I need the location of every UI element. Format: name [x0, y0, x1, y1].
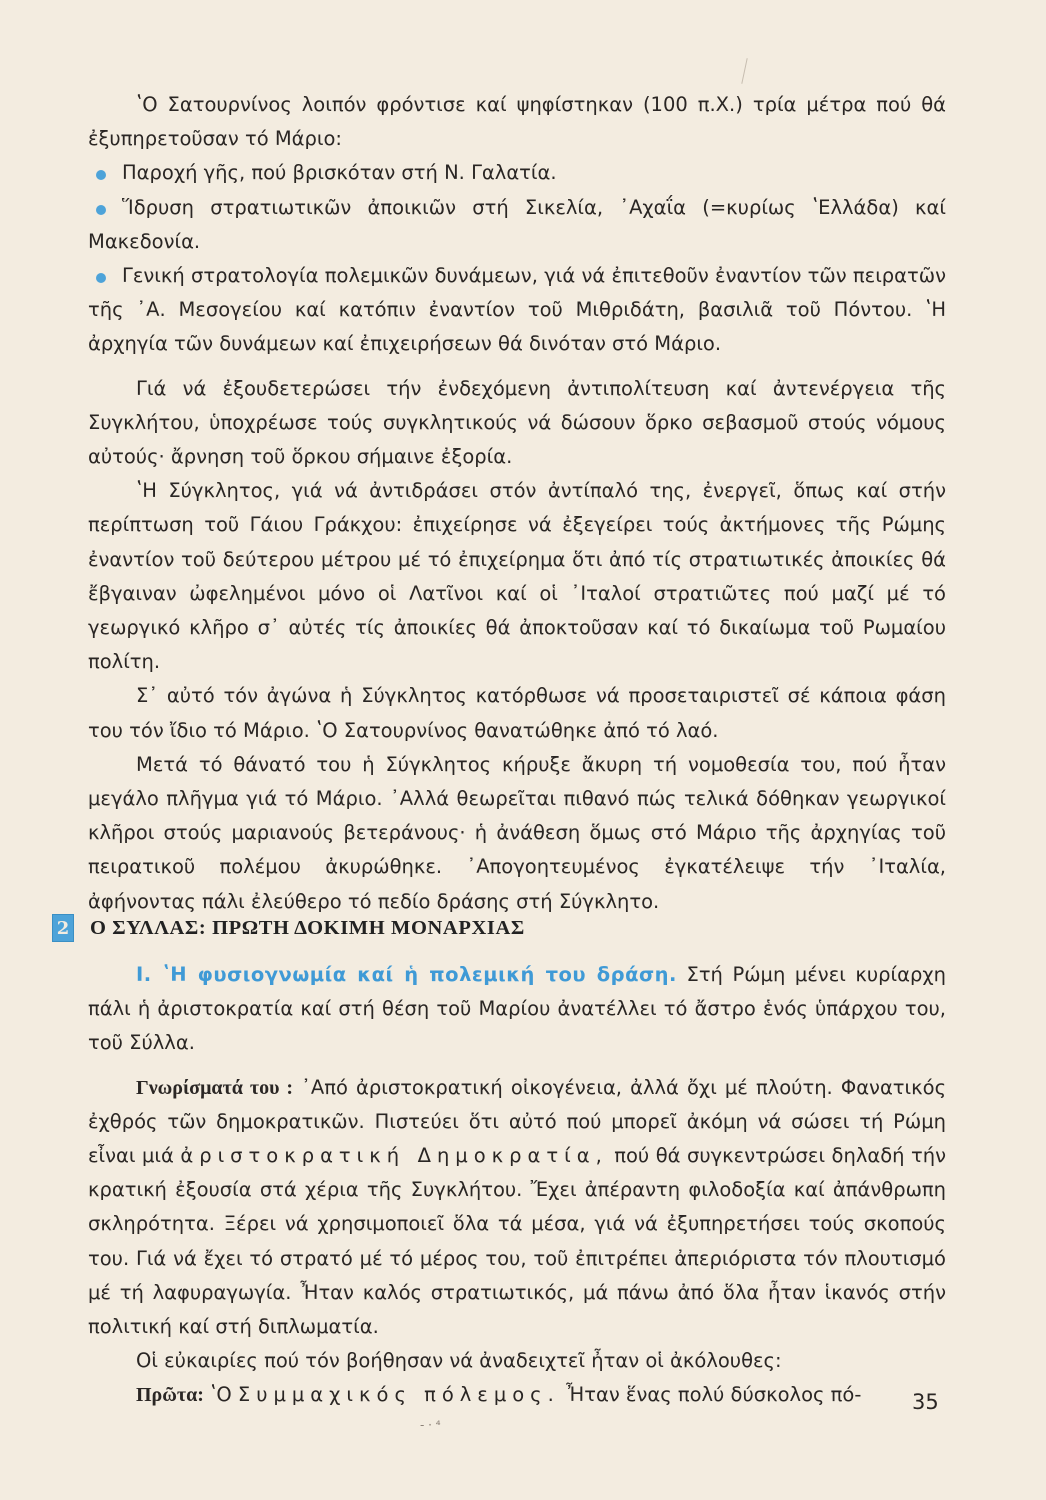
paragraph-first: Πρῶτα: ʽΟ Συμμαχικός πόλεμος. Ἦταν ἕνας πολύ δύσκολος πό-	[136, 1383, 862, 1407]
bullet-item-1: Παροχή γῆς, πού βρισκόταν στή Ν. Γαλατία.	[88, 156, 946, 190]
first-label: Πρῶτα:	[136, 1384, 204, 1407]
section-number-badge: 2	[52, 914, 74, 942]
bullet-dot-icon	[96, 205, 106, 215]
paragraph-senate-reaction: ʽΗ Σύγκλητος, γιά νά ἀντιδράσει στόν ἀντίπαλό της, ἐνεργεῖ, ὅπως καί στήν περίπτωση τοῦ Γάιου Γράκχου: ἐπιχείρησε νά ἐξεγείρει τούς ἀκτήμονες τῆς Ρώμης ἐναντίον τοῦ δεύτερου μέτρου μέ τό ἐπιχείρημα ὅτι ἀπό τίς στρατιωτικές ἀποικίες θά ἔβγαιναν ὠφελημένοι μόνο οἱ Λατῖνοι καί οἱ ᾿Ιταλοί στρατιῶτες πού μαζί μέ τό γεωργικό κλῆρο σ᾿ αὐτές τίς ἀποικίες θά ἀποκτοῦσαν καί τό δικαίωμα τοῦ Ρωμαίου πολίτη.	[88, 479, 946, 674]
traits-label: Γνωρίσματά του :	[136, 1076, 294, 1099]
bullet-item-2: Ἵδρυση στρατιωτικῶν ἀποικιῶν στή Σικελία, ᾿Αχαΐα (=κυρίως ʽΕλλάδα) καί Μακεδονία.	[88, 195, 946, 253]
emphasis-aristocratic-democracy: ἀριστοκρατική Δημοκρατία,	[180, 1144, 608, 1168]
section-text-block	[88, 958, 946, 1413]
paragraph-opportunities: Οἱ εὐκαιρίες πού τόν βοήθησαν νά ἀναδειχτεῖ ἦταν οἱ ἀκόλουθες:	[136, 1349, 782, 1373]
stray-print-mark: - · ⁴	[420, 1418, 441, 1432]
paragraph-traits: Γνωρίσματά του : ᾿Από ἀριστοκρατική οἰκογένεια, ἀλλά ὄχι μέ πλούτη. Φανατικός ἐχθρός τῶν δημοκρατικῶν. Πιστεύει ὅτι αὐτό πού μπορεῖ ἀκόμη νά σώσει τή Ρώμη εἶναι μιά ἀριστοκρατική Δημοκρατία, πού θά συγκεντρώσει δηλαδή τήν κρατική ἐξουσία στά χέρια τῆς Συγκλήτου. Ἔχει ἀπέραντη φιλοδοξία καί ἀπάνθρωπη σκληρότητα. Ξέρει νά χρησιμοποιεῖ ὅλα τά μέσα, γιά νά ἐξυπηρετήσει τούς σκοπούς του. Γιά νά ἔχει τό στρατό μέ τό μέρος του, τοῦ ἐπιτρέπει ἀπεριόριστα τόν πλουτισμό μέ τή λαφυραγωγία. Ἦταν καλός στρατιωτικός, μά πάνω ἀπό ὅλα ἦταν ἱκανός στήν πολιτική καί στή διπλωματία.	[88, 1075, 947, 1339]
bullet-dot-icon	[96, 273, 106, 283]
emphasis-social-war: Συμμαχικός πόλεμος.	[237, 1383, 560, 1407]
bullet-dot-icon	[96, 170, 106, 180]
paragraph-intro: ʽΟ Σατουρνίνος λοιπόν φρόντισε καί ψηφίστηκαν (100 π.Χ.) τρία μέτρα πού θά ἐξυπηρετοῦσαν τό Μάριο:	[88, 93, 946, 151]
bullet-item-3: Γενική στρατολογία πολεμικῶν δυνάμεων, γιά νά ἐπιτεθοῦν ἐναντίον τῶν πειρατῶν τῆς ᾿Α. Μεσογείου καί κατόπιν ἐναντίον τοῦ Μιθριδάτη, βασιλιᾶ τοῦ Πόντου. ʽΗ ἀρχηγία τῶν δυνάμεων καί ἐπιχειρήσεων θά δινόταν στό Μάριο.	[88, 264, 946, 356]
page-number: 35	[912, 1390, 939, 1414]
paragraph-struggle: Σ᾿ αὐτό τόν ἀγώνα ἡ Σύγκλητος κατόρθωσε νά προσεταιριστεῖ σέ κάποια φάση του τόν ἴδιο τό Μάριο. ʽΟ Σατουρνίνος θανατώθηκε ἀπό τό λαό.	[88, 684, 946, 742]
paragraph-physiognomy: Ι. ʽΗ φυσιογνωμία καί ἡ πολεμική του δράση. Στή Ρώμη μένει κυρίαρχη πάλι ἡ ἀριστοκρατία καί στή θέση τοῦ Μαρίου ἀνατέλλει τό ἄστρο ἑνός ὑπάρχου του, τοῦ Σύλλα.	[88, 963, 946, 1055]
paragraph-senate-oath: Γιά νά ἐξουδετερώσει τήν ἐνδεχόμενη ἀντιπολίτευση καί ἀντενέργεια τῆς Συγκλήτου, ὑποχρέωσε τούς συγκλητικούς νά δώσουν ὅρκο σεβασμοῦ στούς νόμους αὐτούς· ἄρνηση τοῦ ὅρκου σήμαινε ἐξορία.	[88, 376, 946, 469]
paragraph-after-death: Μετά τό θάνατό του ἡ Σύγκλητος κήρυξε ἄκυρη τή νομοθεσία του, πού ἦταν μεγάλο πλῆγμα γιά τό Μάριο. ᾿Αλλά θεωρεῖται πιθανό πώς τελικά δόθηκαν γεωργικοί κλῆροι στούς μαριανούς βετεράνους· ἡ ἀνάθεση ὅμως στό Μάριο τῆς ἀρχηγίας τοῦ πειρατικοῦ πολέμου ἀκυρώθηκε. ᾿Απογοητευμένος ἐγκατέλειψε τήν ᾿Ιταλία, ἀφήνοντας πάλι ἐλεύθερο τό πεδίο δράσης στή Σύγκλητο.	[88, 752, 946, 913]
section-title: Ο ΣΥΛΛΑΣ: ΠΡΩΤΗ ΔΟΚΙΜΗ ΜΟΝΑΡΧΙΑΣ	[90, 916, 525, 939]
section-heading	[56, 908, 525, 948]
subsection-label: Ι. ʽΗ φυσιογνωμία καί ἡ πολεμική του δράση.	[136, 963, 677, 986]
top-text-block	[88, 88, 946, 919]
pencil-mark	[741, 58, 747, 84]
